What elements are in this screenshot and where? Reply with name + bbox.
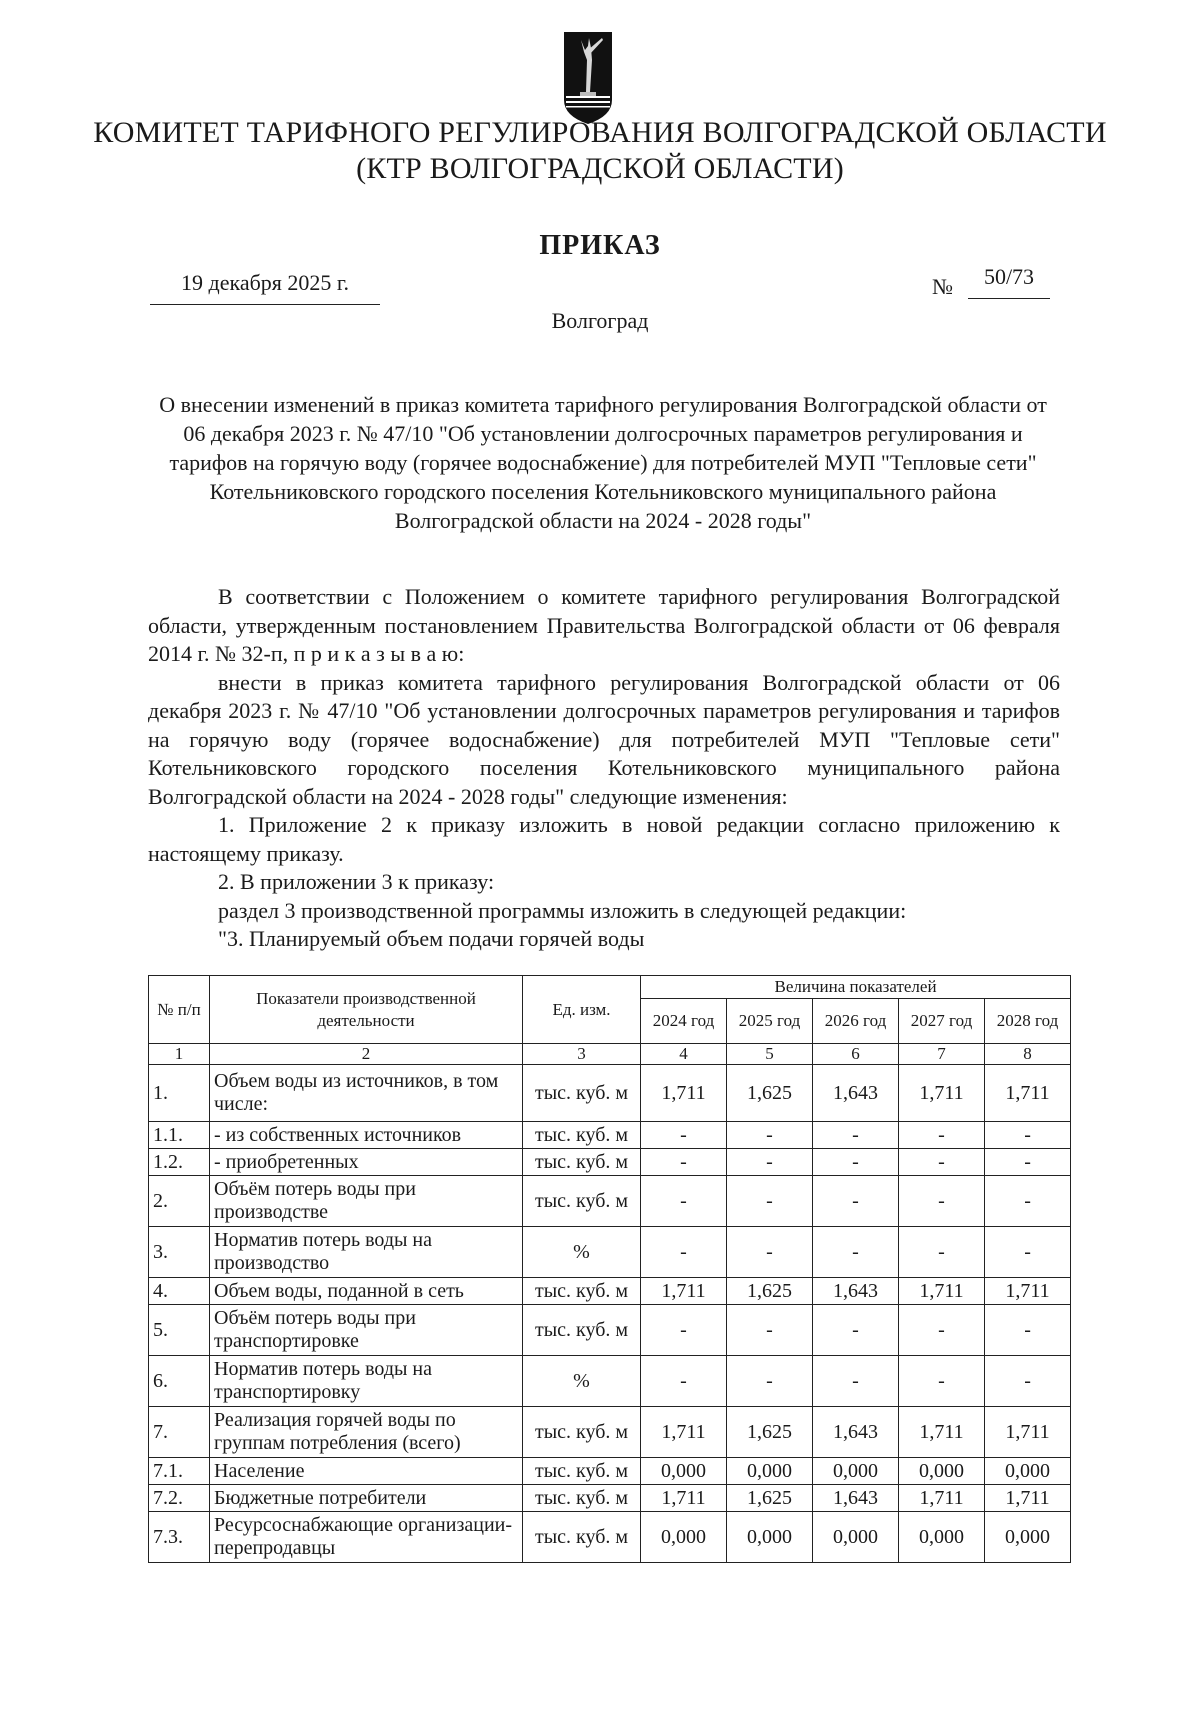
paragraph-item-1: 1. Приложение 2 к приказу изложить в новой редакции согласно приложению к настоящему приказу. <box>148 812 1060 866</box>
row-value: - <box>899 1227 985 1278</box>
row-number: 7. <box>149 1407 210 1458</box>
row-value: - <box>985 1356 1071 1407</box>
column-index-row <box>149 1044 1071 1065</box>
row-value: 1,711 <box>985 1065 1071 1122</box>
order-number: 50/73 <box>968 264 1050 299</box>
header-year: 2026 год <box>813 999 899 1044</box>
order-subject: О внесении изменений в приказ комитета тарифного регулирования Волгоградской области от 06 декабря 2023 г. № 47/10 "Об установлении долгосрочных параметров регулирования и тарифов на горячую воду (горячее водоснабжение) для потребителей МУП "Тепловые сети" Котельниковского городского поселения Котельниковского муниципального района Волгоградской области на 2024 - 2028 годы" <box>159 392 1047 533</box>
row-value: 1,711 <box>899 1278 985 1305</box>
row-indicator: Объём потерь воды при производстве <box>210 1176 523 1227</box>
row-number: 6. <box>149 1356 210 1407</box>
row-value: 1,711 <box>641 1407 727 1458</box>
table-row <box>149 1227 1071 1278</box>
row-value: 1,643 <box>813 1278 899 1305</box>
header-year: 2024 год <box>641 999 727 1044</box>
row-value: 1,711 <box>899 1065 985 1122</box>
row-value: 1,711 <box>899 1407 985 1458</box>
water-supply-table <box>148 975 1070 1563</box>
row-unit: тыс. куб. м <box>523 1512 641 1563</box>
header-indicator: Показатели производственной деятельности <box>210 976 523 1044</box>
row-value: - <box>985 1122 1071 1149</box>
row-value: 0,000 <box>641 1512 727 1563</box>
row-number: 7.1. <box>149 1458 210 1485</box>
paragraph-amend: внести в приказ комитета тарифного регулирования Волгоградской области от 06 декабря 2023 г. № 47/10 "Об установлении долгосрочных параметров регулирования и тарифов на горячую воду (горячее водоснабжение) для потребителей МУП "Тепловые сети" Котельниковского городского поселения Котельниковского муниципального района Волгоградской области на 2024 - 2028 годы" следующие изменения: <box>148 669 1060 809</box>
document-type: ПРИКАЗ <box>539 230 661 261</box>
row-value: - <box>727 1176 813 1227</box>
order-date: 19 декабря 2025 г. <box>150 270 380 305</box>
row-value: 0,000 <box>727 1512 813 1563</box>
table-row <box>149 1407 1071 1458</box>
row-value: - <box>813 1149 899 1176</box>
row-value: 1,625 <box>727 1278 813 1305</box>
row-unit: тыс. куб. м <box>523 1278 641 1305</box>
row-value: 1,711 <box>641 1065 727 1122</box>
row-unit: тыс. куб. м <box>523 1149 641 1176</box>
row-value: 0,000 <box>899 1458 985 1485</box>
city: Волгоград <box>551 308 649 333</box>
column-index: 2 <box>210 1044 523 1065</box>
row-value: 0,000 <box>813 1458 899 1485</box>
row-indicator: Норматив потерь воды на производство <box>210 1227 523 1278</box>
row-indicator: Объём потерь воды при транспортировке <box>210 1305 523 1356</box>
table-row <box>149 1176 1071 1227</box>
row-indicator: - приобретенных <box>210 1149 523 1176</box>
paragraph-section-3: раздел 3 производственной программы изложить в следующей редакции: <box>218 897 907 923</box>
row-value: 1,711 <box>641 1485 727 1512</box>
table-row <box>149 1458 1071 1485</box>
column-index: 6 <box>813 1044 899 1065</box>
header-year: 2025 год <box>727 999 813 1044</box>
table-row <box>149 1149 1071 1176</box>
row-value: - <box>641 1149 727 1176</box>
row-value: - <box>899 1149 985 1176</box>
row-value: - <box>727 1122 813 1149</box>
table-row <box>149 1122 1071 1149</box>
row-indicator: Объем воды, поданной в сеть <box>210 1278 523 1305</box>
row-unit: тыс. куб. м <box>523 1485 641 1512</box>
row-value: - <box>985 1176 1071 1227</box>
row-unit: % <box>523 1227 641 1278</box>
row-value: - <box>641 1305 727 1356</box>
row-value: - <box>985 1149 1071 1176</box>
table-row <box>149 1485 1071 1512</box>
row-value: - <box>985 1227 1071 1278</box>
column-index: 4 <box>641 1044 727 1065</box>
organization-short-name: (КТР ВОЛГОГРАДСКОЙ ОБЛАСТИ) <box>356 152 844 185</box>
row-value: 1,625 <box>727 1485 813 1512</box>
header-year: 2028 год <box>985 999 1071 1044</box>
row-number: 1.2. <box>149 1149 210 1176</box>
row-value: - <box>641 1176 727 1227</box>
row-number: 4. <box>149 1278 210 1305</box>
row-value: 1,711 <box>899 1485 985 1512</box>
table-row <box>149 1356 1071 1407</box>
row-number: 7.2. <box>149 1485 210 1512</box>
header-number: № п/п <box>149 976 210 1044</box>
column-index: 8 <box>985 1044 1071 1065</box>
row-number: 5. <box>149 1305 210 1356</box>
table-row <box>149 1278 1071 1305</box>
row-value: - <box>727 1227 813 1278</box>
row-value: 1,711 <box>985 1278 1071 1305</box>
paragraph-basis: В соответствии с Положением о комитете тарифного регулирования Волгоградской области, утвержденным постановлением Правительства Волгоградской области от 06 февраля 2014 г. № 32-п, п р и к а з ы в а ю: <box>148 584 1060 666</box>
row-number: 7.3. <box>149 1512 210 1563</box>
row-value: - <box>641 1227 727 1278</box>
row-value: - <box>899 1356 985 1407</box>
row-value: 1,625 <box>727 1407 813 1458</box>
table-row <box>149 1065 1071 1122</box>
row-value: - <box>813 1356 899 1407</box>
column-index: 1 <box>149 1044 210 1065</box>
row-indicator: - из собственных источников <box>210 1122 523 1149</box>
row-value: - <box>813 1305 899 1356</box>
row-indicator: Реализация горячей воды по группам потребления (всего) <box>210 1407 523 1458</box>
row-value: 0,000 <box>727 1458 813 1485</box>
row-value: 1,643 <box>813 1407 899 1458</box>
row-value: - <box>727 1305 813 1356</box>
row-value: - <box>641 1356 727 1407</box>
row-value: - <box>641 1122 727 1149</box>
row-indicator: Бюджетные потребители <box>210 1485 523 1512</box>
row-unit: % <box>523 1356 641 1407</box>
row-value: - <box>899 1122 985 1149</box>
row-value: - <box>727 1356 813 1407</box>
header-year: 2027 год <box>899 999 985 1044</box>
row-value: 1,625 <box>727 1065 813 1122</box>
column-index: 5 <box>727 1044 813 1065</box>
order-number-sign: № <box>932 274 953 299</box>
row-value: 1,711 <box>641 1278 727 1305</box>
row-value: - <box>985 1305 1071 1356</box>
row-indicator: Население <box>210 1458 523 1485</box>
row-unit: тыс. куб. м <box>523 1305 641 1356</box>
row-number: 2. <box>149 1176 210 1227</box>
table-body <box>149 1044 1071 1563</box>
paragraph-table-title: "3. Планируемый объем подачи горячей воды <box>218 926 645 951</box>
table-row <box>149 1512 1071 1563</box>
row-value: - <box>813 1176 899 1227</box>
row-unit: тыс. куб. м <box>523 1122 641 1149</box>
row-value: 0,000 <box>813 1512 899 1563</box>
order-body <box>148 583 1060 954</box>
header-unit: Ед. изм. <box>523 976 641 1044</box>
row-value: - <box>813 1227 899 1278</box>
row-value: 0,000 <box>899 1512 985 1563</box>
row-unit: тыс. куб. м <box>523 1065 641 1122</box>
table-row <box>149 1305 1071 1356</box>
row-value: 1,711 <box>985 1407 1071 1458</box>
column-index: 3 <box>523 1044 641 1065</box>
row-unit: тыс. куб. м <box>523 1176 641 1227</box>
row-value: 1,643 <box>813 1065 899 1122</box>
row-value: - <box>813 1122 899 1149</box>
column-index: 7 <box>899 1044 985 1065</box>
paragraph-item-2: 2. В приложении 3 к приказу: <box>218 869 495 894</box>
row-number: 1. <box>149 1065 210 1122</box>
row-value: 0,000 <box>985 1512 1071 1563</box>
row-value: - <box>899 1305 985 1356</box>
row-value: 0,000 <box>641 1458 727 1485</box>
row-unit: тыс. куб. м <box>523 1407 641 1458</box>
header-values: Величина показателей <box>641 976 1071 999</box>
row-indicator: Объем воды из источников, в том числе: <box>210 1065 523 1122</box>
coat-of-arms-icon <box>562 30 614 126</box>
row-number: 1.1. <box>149 1122 210 1149</box>
row-value: 1,711 <box>985 1485 1071 1512</box>
row-unit: тыс. куб. м <box>523 1458 641 1485</box>
organization-name: КОМИТЕТ ТАРИФНОГО РЕГУЛИРОВАНИЯ ВОЛГОГРАДСКОЙ ОБЛАСТИ <box>93 116 1107 149</box>
row-value: 1,643 <box>813 1485 899 1512</box>
row-value: - <box>899 1176 985 1227</box>
row-value: - <box>727 1149 813 1176</box>
row-number: 3. <box>149 1227 210 1278</box>
row-indicator: Норматив потерь воды на транспортировку <box>210 1356 523 1407</box>
row-value: 0,000 <box>985 1458 1071 1485</box>
row-indicator: Ресурсоснабжающие организации-перепродавцы <box>210 1512 523 1563</box>
